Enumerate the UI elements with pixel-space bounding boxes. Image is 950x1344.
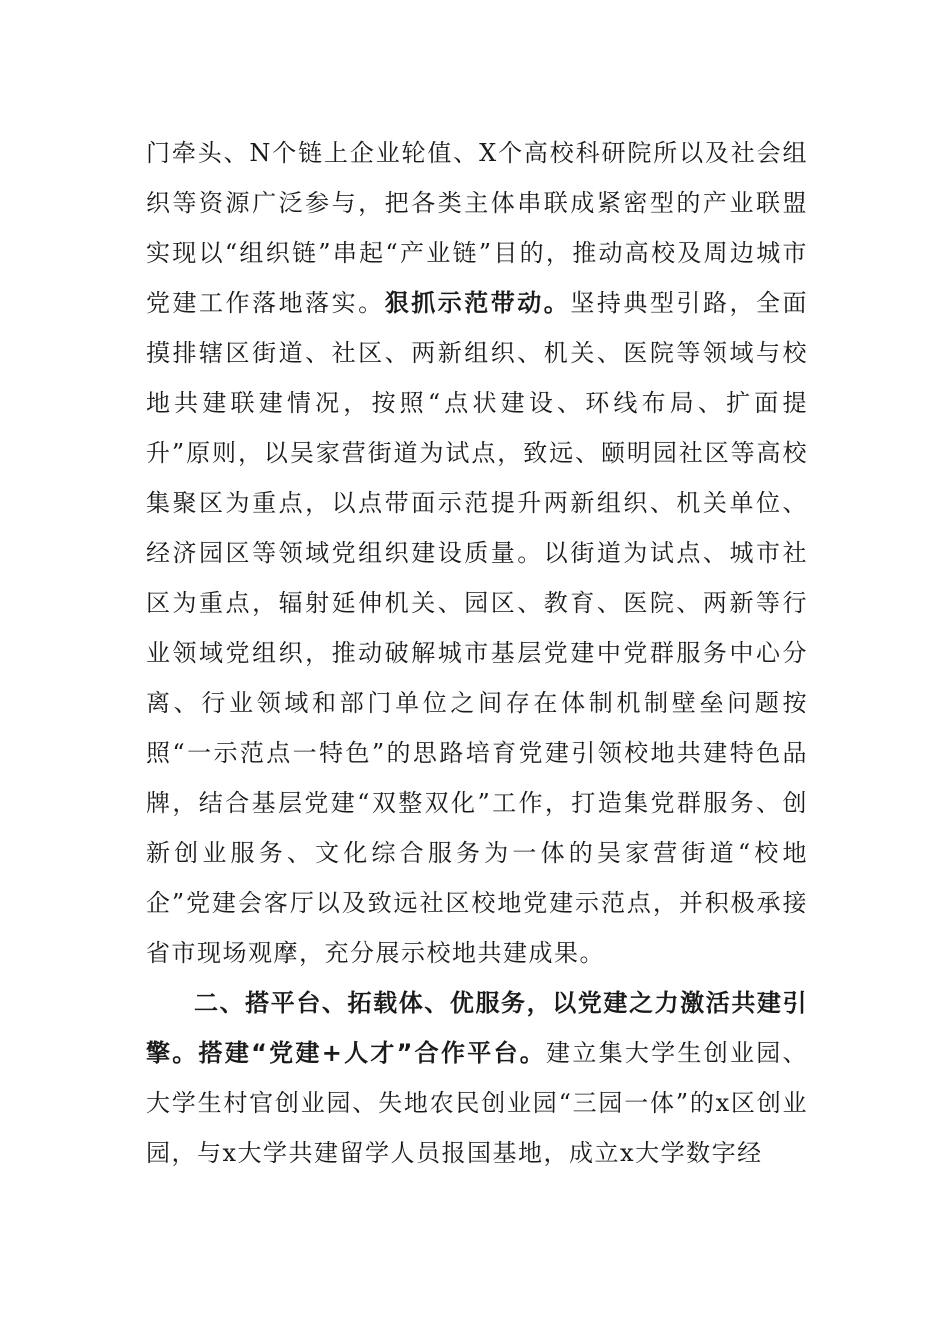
paragraph-1-text-a: 门牵头、N个链上企业轮值、X个高校科研院所以及社会组织等资源广泛参与，把各类主体串联成紧密型的产业联盟实现以“组织链”串起“产业链”目的，推动高校及周边城市党建工作落地落实。 [146, 139, 808, 317]
paragraph-2 [146, 978, 808, 1178]
paragraph-2-text: 建立集大学生创业园、大学生村官创业园、失地农民创业园“三园一体”的x区创业园，与x大学共建留学人员报国基地，成立x大学数字经 [146, 1039, 809, 1167]
document-body [146, 128, 808, 1178]
paragraph-2-bold-heading: 二、搭平台、拓载体、优服务，以党建之力激活共建引擎。搭建“党建+人才”合作平台。 [146, 989, 808, 1067]
paragraph-1-bold-heading: 狠抓示范带动。 [384, 289, 571, 317]
paragraph-1 [146, 128, 808, 978]
paragraph-1-text-b: 坚持典型引路，全面摸排辖区街道、社区、两新组织、机关、医院等领域与校地共建联建情况，按照“点状建设、环线布局、扩面提升”原则，以吴家营街道为试点，致远、颐明园社区等高校集聚区为重点，以点带面示范提升两新组织、机关单位、经济园区等领域党组织建设质量。以街道为试点、城市社区为重点，辐射延伸机关、园区、教育、医院、两新等行业领域党组织，推动破解城市基层党建中党群服务中心分离、行业领域和部门单位之间存在体制机制壁垒问题按照“一示范点一特色”的思路培育党建引领校地共建特色品牌，结合基层党建“双整双化”工作，打造集党群服务、创新创业服务、文化综合服务为一体的吴家营街道“校地企”党建会客厅以及致远社区校地党建示范点，并积极承接省市现场观摩，充分展示校地共建成果。 [146, 289, 809, 967]
